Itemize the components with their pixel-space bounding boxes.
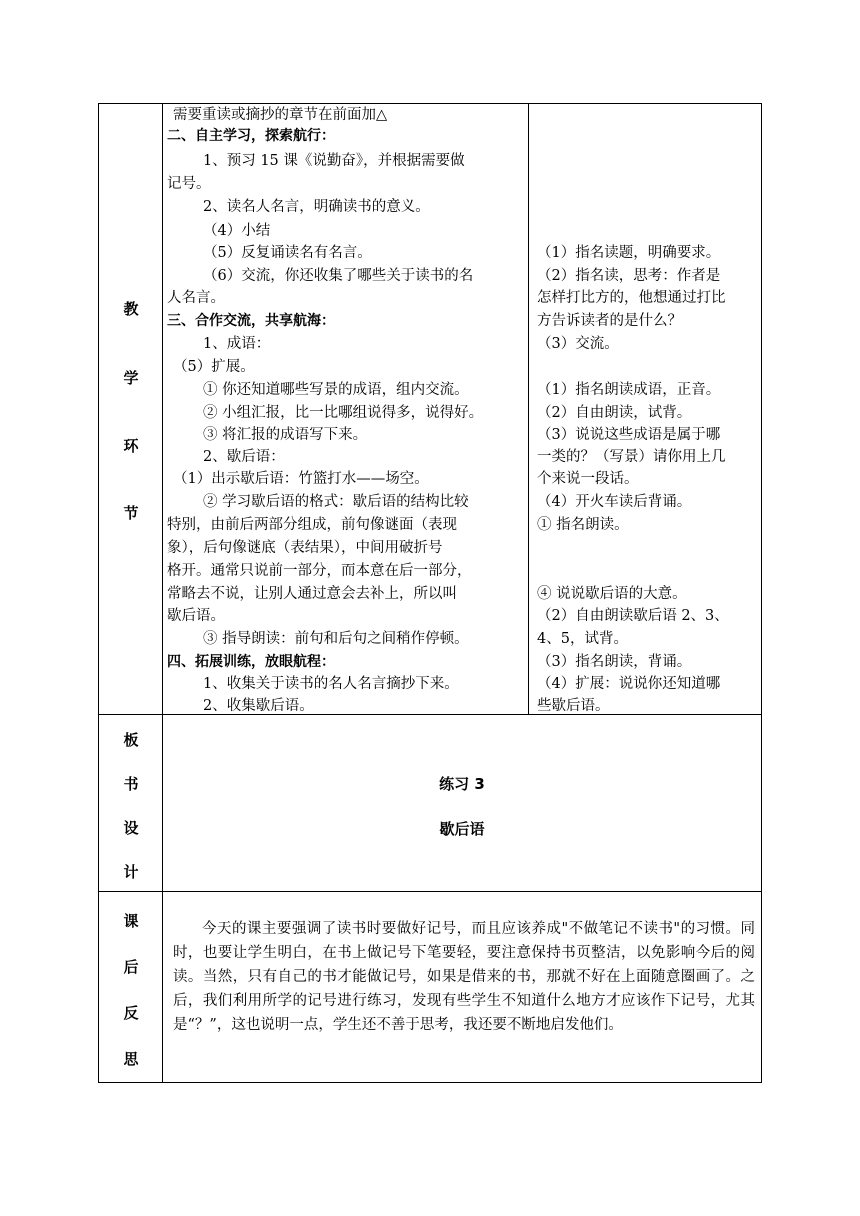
activity-line: ④ 说说歇后语的大意。 (537, 586, 687, 602)
step-line: 记号。 (167, 176, 211, 192)
step-line: 特别，由前后两部分组成，前句像谜面（表现 (167, 517, 457, 533)
reflection-label-char: 反 (123, 1004, 139, 1022)
step-line: 1、预习 15 课《说勤奋》，并根据需要做 (203, 153, 465, 169)
section-heading: 二、自主学习，探索航行： (167, 128, 335, 144)
step-line: 2、收集歇后语。 (203, 698, 314, 714)
teaching-label-char: 教 (123, 300, 139, 318)
step-line: ② 学习歇后语的格式：歇后语的结构比较 (203, 494, 469, 510)
step-line: 2、歇后语： (203, 449, 285, 465)
activity-line: （4）开火车读后背诵。 (537, 494, 692, 510)
step-line: （1）出示歇后语：竹篮打水——场空。 (173, 471, 429, 487)
step-line: （5）扩展。 (173, 359, 255, 375)
step-line: 格开。通常只说前一部分，而本意在后一部分， (167, 563, 472, 579)
activity-line: 怎样打比方的，他想通过打比 (537, 290, 726, 306)
step-line: 歇后语。 (167, 608, 225, 624)
student-activity-column (529, 104, 761, 714)
activity-line: （3）指名朗读，背诵。 (537, 654, 692, 670)
reflection-label-char: 思 (123, 1050, 139, 1068)
section-heading: 三、合作交流，共享航海： (167, 313, 335, 329)
reflection-paragraph: 今天的课主要强调了读书时要做好记号，而且应该养成"不做笔记不读书"的习惯。同时，也要让学生明白，在书上做记号下笔要轻，要注意保持书页整洁，以免影响今后的阅读。当然，只有自己的书才能做记号，如果是借来的书，那就不好在上面随意圈画了。之后，我们利用所学的记号进行练习，发现有些学生不知道什么地方才应该作下记号，尤其是“？”，这也说明一点，学生还不善于思考，我还要不断地启发他们。 (173, 921, 755, 1033)
board-label-char: 书 (123, 775, 139, 793)
reflection-label (99, 892, 162, 1082)
board-label-char: 计 (123, 863, 139, 881)
step-line: 人名言。 (167, 290, 225, 306)
step-line: 1、收集关于读书的名人名言摘抄下来。 (203, 676, 459, 692)
step-line: （5）反复诵读名有名言。 (203, 245, 372, 261)
activity-line: （2）自由朗读，试背。 (537, 405, 692, 421)
reflection-label-char: 课 (123, 912, 139, 930)
board-line-title: 练习 3 (439, 775, 485, 793)
step-line: 象），后句像谜底（表结果），中间用破折号 (167, 540, 443, 556)
step-line: 需要重读或摘抄的章节在前面加△ (173, 107, 388, 123)
lesson-plan-table (98, 103, 762, 1083)
activity-line: 方告诉读者的是什么？ (537, 313, 682, 329)
board-content (163, 715, 761, 891)
teaching-label (99, 104, 162, 714)
teaching-steps-column (163, 104, 528, 714)
section-heading: 四、拓展训练，放眼航程： (167, 654, 335, 670)
activity-line: 一类的？（写景）请你用上几 (537, 449, 726, 465)
step-line: ③ 将汇报的成语写下来。 (203, 427, 368, 443)
step-line: 常略去不说，让别人通过意会去补上，所以叫 (167, 586, 457, 602)
teaching-label-char: 环 (123, 437, 139, 455)
step-line: ② 小组汇报，比一比哪组说得多，说得好。 (203, 405, 484, 421)
reflection-content (163, 892, 761, 1082)
activity-line: （3）交流。 (537, 336, 619, 352)
board-line-subtitle: 歇后语 (439, 820, 485, 838)
board-label (99, 715, 162, 891)
activity-line: ① 指名朗读。 (537, 517, 629, 533)
activity-line: （1）指名朗读成语，正音。 (537, 382, 721, 398)
activity-line: （3）说说这些成语是属于哪 (537, 427, 721, 443)
board-label-char: 设 (123, 819, 139, 837)
step-line: 2、读名人名言，明确读书的意义。 (203, 199, 430, 215)
activity-line: （2）自由朗读歇后语 2、3、 (537, 608, 729, 624)
teaching-label-char: 节 (123, 504, 139, 522)
step-line: （6）交流，你还收集了哪些关于读书的名 (203, 268, 474, 284)
step-line: ① 你还知道哪些写景的成语，组内交流。 (203, 382, 469, 398)
activity-line: 个来说一段话。 (537, 471, 639, 487)
activity-line: 些歇后语。 (537, 698, 610, 714)
activity-line: （1）指名读题，明确要求。 (537, 245, 721, 261)
step-line: ③ 指导朗读：前句和后句之间稍作停顿。 (203, 631, 469, 647)
activity-line: （4）扩展：说说你还知道哪 (537, 676, 721, 692)
step-line: 1、成语： (203, 336, 271, 352)
board-label-char: 板 (123, 731, 139, 749)
reflection-label-char: 后 (123, 958, 139, 976)
activity-line: （2）指名读，思考：作者是 (537, 268, 721, 284)
step-line: （4）小结 (203, 223, 271, 239)
activity-line: 4、5，试背。 (537, 631, 628, 647)
teaching-label-char: 学 (123, 369, 139, 387)
